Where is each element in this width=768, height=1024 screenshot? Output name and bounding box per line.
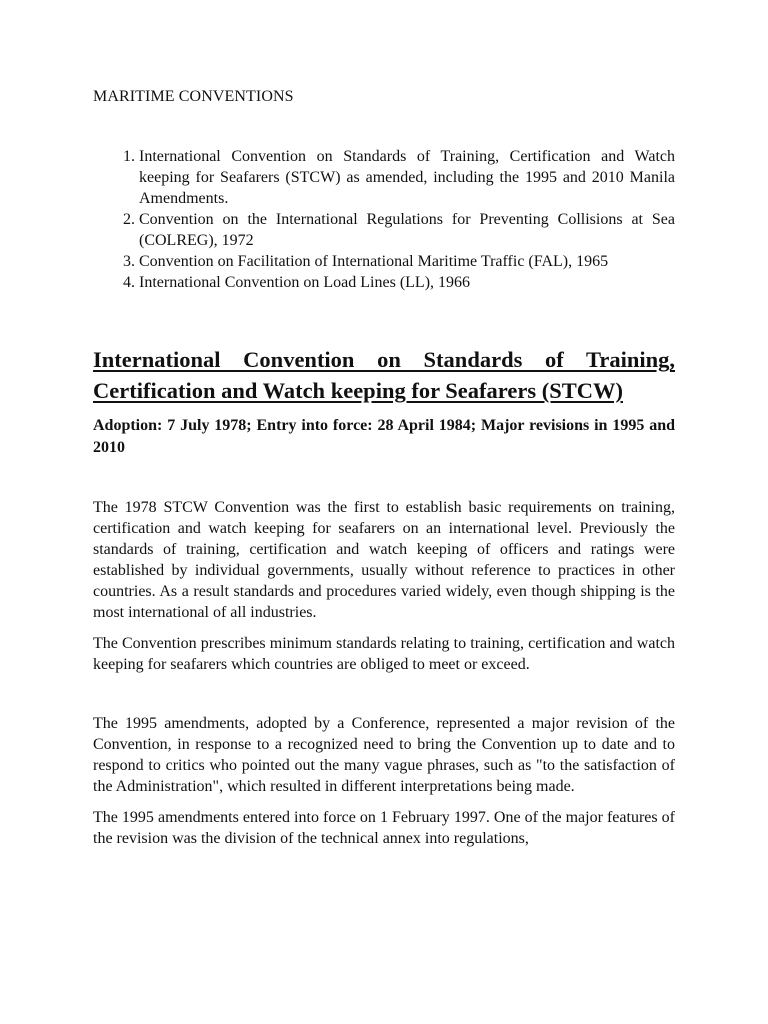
list-item: 3. Convention on Facilitation of International Maritime Traffic (FAL), 1965 [139, 251, 675, 272]
body-paragraph: The 1995 amendments, adopted by a Conference, represented a major revision of the Convention, in response to a recognized need to bring the Convention up to date and to respond to critics who pointed out the many vague phrases, such as "to the satisfaction of the Administration", which resulted in different interpretations being made. [93, 715, 675, 795]
list-item: 4. International Convention on Load Lines (LL), 1966 [139, 272, 675, 293]
list-item: 2. Convention on the International Regulations for Preventing Collisions at Sea (COLREG), 1972 [139, 209, 675, 251]
list-item: 1. International Convention on Standards of Training, Certification and Watch keeping for Seafarers (STCW) as amended, including the 1995 and 2010 Manila Amendments. [139, 146, 675, 209]
body-paragraph: The 1995 amendments entered into force on 1 February 1997. One of the major features of the revision was the division of the technical annex into regulations, [93, 809, 675, 847]
section-title: International Convention on Standards of Training, Certification and Watch keeping for Seafarers (STCW) [93, 347, 675, 403]
document-heading: MARITIME CONVENTIONS [93, 88, 294, 105]
body-paragraph: The Convention prescribes minimum standards relating to training, certification and watch keeping for seafarers which countries are obliged to meet or exceed. [93, 635, 675, 673]
document-content [93, 86, 675, 849]
conventions-list [93, 146, 675, 293]
adoption-dates: Adoption: 7 July 1978; Entry into force: 28 April 1984; Major revisions in 1995 and 2010 [93, 417, 675, 456]
body-paragraph: The 1978 STCW Convention was the first to establish basic requirements on training, certification and watch keeping for seafarers on an international level. Previously the standards of training, certification and watch keeping of officers and ratings were established by individual governments, usually without reference to practices in other countries. As a result standards and procedures varied widely, even though shipping is the most international of all industries. [93, 499, 675, 621]
